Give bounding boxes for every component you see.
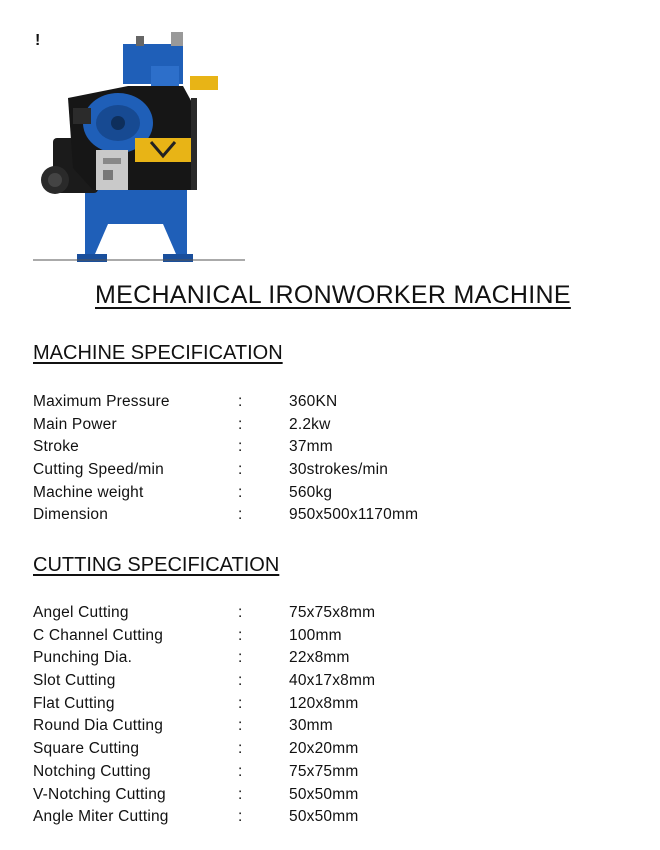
spec-value: 22x8mm (289, 649, 350, 667)
spec-separator: : (238, 506, 243, 524)
spec-value: 50x50mm (289, 785, 359, 803)
spec-label: C Channel Cutting (33, 626, 164, 644)
spec-label: Angel Cutting (33, 604, 129, 621)
spec-row (33, 786, 593, 809)
spec-row (33, 393, 593, 416)
spec-row (33, 604, 593, 627)
machine-spec-table (33, 393, 593, 529)
spec-separator: : (238, 438, 243, 456)
spec-value: 75x75mm (289, 762, 359, 780)
exclamation-mark: ! (35, 32, 41, 49)
machine-spec-heading: MACHINE SPECIFICATION (33, 342, 283, 364)
spec-separator: : (238, 672, 243, 690)
cutting-spec-heading: CUTTING SPECIFICATION (33, 554, 280, 576)
spec-value: 100mm (289, 626, 342, 644)
spec-separator: : (238, 393, 243, 410)
spec-label: Stroke (33, 438, 79, 456)
spec-value: 30strokes/min (289, 461, 389, 479)
spec-separator: : (238, 762, 243, 780)
spec-row (33, 808, 593, 831)
spec-value: 20x20mm (289, 740, 359, 758)
spec-row (33, 672, 593, 695)
spec-label: Maximum Pressure (33, 393, 170, 410)
spec-separator: : (238, 785, 243, 803)
spec-row (33, 695, 593, 718)
spec-separator: : (238, 717, 243, 735)
spec-row (33, 740, 593, 763)
spec-separator: : (238, 604, 243, 621)
spec-label: Cutting Speed/min (33, 461, 164, 479)
spec-row (33, 416, 593, 439)
spec-separator: : (238, 694, 243, 712)
spec-value: 360KN (289, 393, 338, 410)
spec-value: 40x17x8mm (289, 672, 376, 690)
spec-label: Punching Dia. (33, 649, 133, 667)
spec-label: Dimension (33, 506, 109, 524)
spec-separator: : (238, 415, 243, 433)
spec-row (33, 506, 593, 529)
spec-value: 75x75x8mm (289, 604, 376, 621)
cutting-spec-table (33, 604, 593, 831)
page-title: MECHANICAL IRONWORKER MACHINE (95, 281, 571, 309)
spec-row (33, 649, 593, 672)
ironworker-machine-photo (33, 28, 248, 266)
spec-row (33, 763, 593, 786)
spec-separator: : (238, 808, 243, 826)
spec-separator: : (238, 483, 243, 501)
spec-row (33, 438, 593, 461)
spec-label: Square Cutting (33, 740, 140, 758)
spec-label: Angle Miter Cutting (33, 808, 169, 826)
spec-value: 30mm (289, 717, 333, 735)
spec-row (33, 484, 593, 507)
spec-value: 560kg (289, 483, 333, 501)
spec-label: Slot Cutting (33, 672, 116, 690)
spec-separator: : (238, 626, 243, 644)
spec-value: 2.2kw (289, 415, 331, 433)
spec-label: Flat Cutting (33, 694, 115, 712)
spec-value: 950x500x1170mm (289, 506, 419, 524)
spec-value: 120x8mm (289, 694, 359, 712)
spec-label: V-Notching Cutting (33, 785, 166, 803)
spec-separator: : (238, 649, 243, 667)
spec-separator: : (238, 461, 243, 479)
spec-row (33, 627, 593, 650)
spec-label: Machine weight (33, 483, 144, 501)
spec-label: Main Power (33, 415, 117, 433)
spec-label: Round Dia Cutting (33, 717, 164, 735)
spec-separator: : (238, 740, 243, 758)
spec-value: 37mm (289, 438, 333, 456)
spec-value: 50x50mm (289, 808, 359, 826)
spec-label: Notching Cutting (33, 762, 151, 780)
spec-row (33, 717, 593, 740)
spec-row (33, 461, 593, 484)
